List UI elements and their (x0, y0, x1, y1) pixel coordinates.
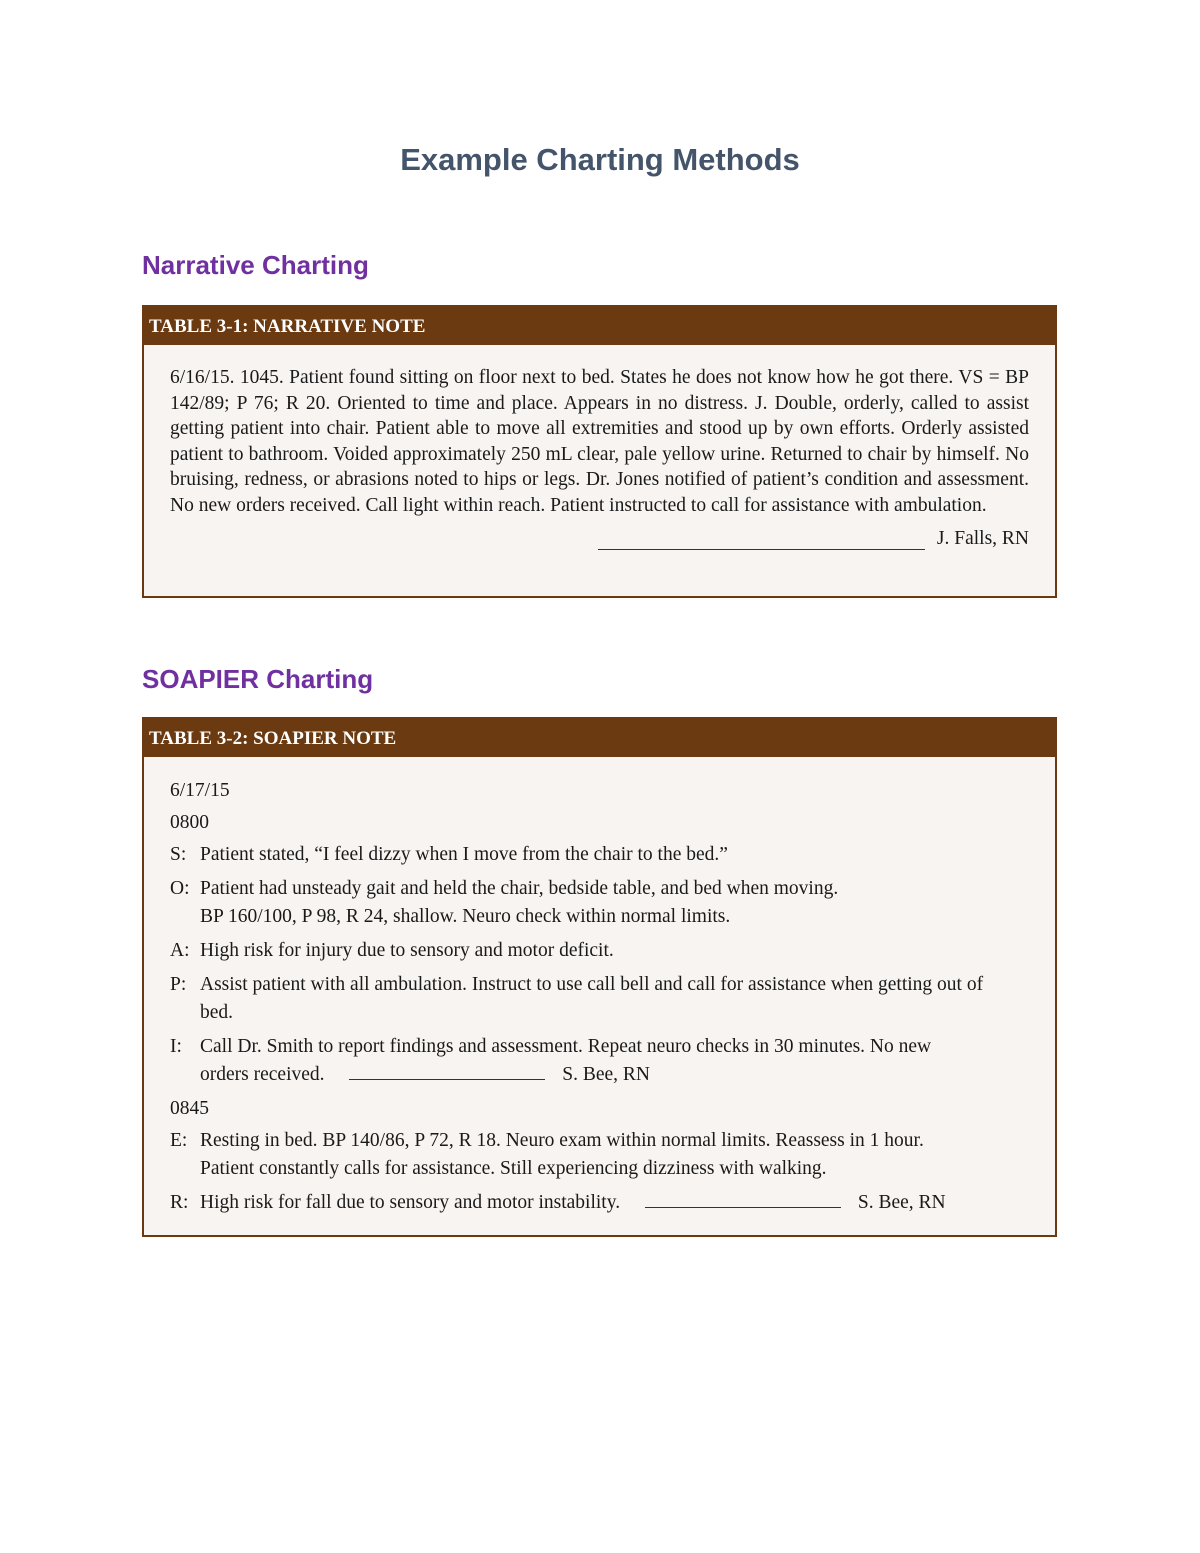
soap-subjective-text: Patient stated, “I feel dizzy when I move from the chair to the bed.” (200, 844, 728, 865)
soapier-table-title: TABLE 3-2: SOAPIER NOTE (144, 719, 1055, 757)
soap-objective-line-1: Patient had unsteady gait and held the chair, bedside table, and bed when moving. (200, 878, 839, 899)
soap-label-e: E: (170, 1130, 188, 1151)
soap-assessment-text: High risk for injury due to sensory and motor deficit. (200, 940, 614, 961)
revision-signature: S. Bee, RN (857, 1192, 946, 1213)
soapier-note-table (142, 717, 1057, 1237)
soap-label-a: A: (170, 940, 190, 961)
intervention-signature: S. Bee, RN (562, 1064, 651, 1085)
note-time-0800: 0800 (170, 812, 209, 833)
soap-intervention-line-2 (200, 1061, 1055, 1089)
soap-subjective (170, 841, 1055, 869)
signature-line (349, 1079, 545, 1080)
soap-objective (170, 875, 1055, 931)
soap-plan (170, 971, 1020, 1027)
narrative-heading: Narrative Charting (142, 250, 369, 280)
narrative-signature-row (170, 524, 1029, 550)
note-date: 6/17/15 (170, 780, 230, 801)
soap-label-s: S: (170, 844, 187, 865)
narrative-note-text: 6/16/15. 1045. Patient found sitting on floor next to bed. States he does not know how he got there. VS = BP 142/89; P 76; R 20. Oriented to time and place. Appears in no distress. J. Double, orderly, called to assist getting patient into chair. Patient able to move all extremities and stood up by own efforts. Orderly assisted patient to bathroom. Voided approximately 250 mL clear, pale yellow urine. Returned to chair by himself. No bruising, redness, or abrasions noted to hips or legs. Dr. Jones notified of patient’s condition and assessment. No new orders received. Call light within reach. Patient instructed to call for assistance with ambulation. (170, 367, 1029, 516)
soap-revision-line (200, 1189, 1055, 1217)
narrative-signature: J. Falls, RN (936, 528, 1029, 549)
soap-label-r: R: (170, 1192, 189, 1213)
soap-evaluation-line-1: Resting in bed. BP 140/86, P 72, R 18. Neuro exam within normal limits. Reassess in 1 hour. (200, 1130, 924, 1151)
soap-plan-text: Assist patient with all ambulation. Instruct to use call bell and call for assistance when getting out of bed. (200, 974, 984, 1023)
soap-intervention (170, 1033, 1055, 1089)
soap-label-i: I: (170, 1036, 182, 1057)
soap-intervention-text-2: orders received. (200, 1064, 325, 1085)
soap-label-o: O: (170, 878, 190, 899)
signature-line (598, 549, 925, 550)
narrative-table-title: TABLE 3-1: NARRATIVE NOTE (144, 307, 1055, 345)
soap-evaluation (170, 1127, 1055, 1183)
narrative-note-table (142, 305, 1057, 598)
soapier-note-body (144, 757, 1055, 1217)
page-title: Example Charting Methods (400, 142, 800, 177)
soap-revision-text: High risk for fall due to sensory and motor instability. (200, 1192, 621, 1213)
soapier-heading: SOAPIER Charting (142, 664, 374, 694)
soap-revision (170, 1189, 1055, 1217)
signature-line (645, 1207, 841, 1208)
soap-objective-line-2: BP 160/100, P 98, R 24, shallow. Neuro check within normal limits. (200, 906, 731, 927)
soap-label-p: P: (170, 974, 187, 995)
soap-intervention-line-1: Call Dr. Smith to report findings and assessment. Repeat neuro checks in 30 minutes. No new (200, 1036, 932, 1057)
note-time-0845: 0845 (170, 1098, 209, 1119)
soap-assessment (170, 937, 1055, 965)
soap-evaluation-line-2: Patient constantly calls for assistance. Still experiencing dizziness with walking. (200, 1158, 827, 1179)
